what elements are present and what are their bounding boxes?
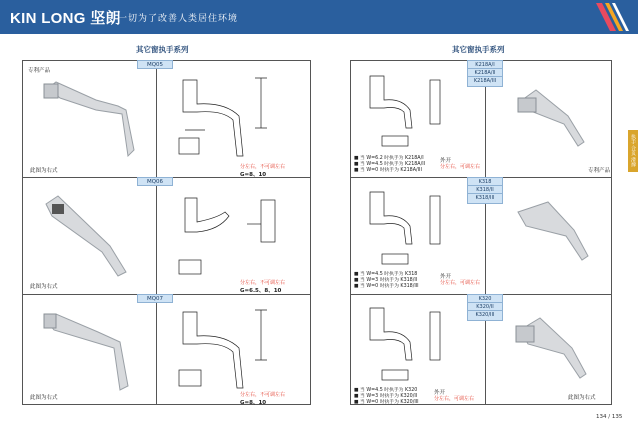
fitting-item: ■ 当 W=0 时执手为 K218A/III — [354, 168, 422, 173]
orientation-note: 此图为右式 — [568, 395, 596, 401]
product-code: K218A/III — [473, 78, 497, 84]
product-code: K318 — [468, 178, 502, 186]
product-code: K320/II — [468, 303, 502, 311]
opening-type: 外开 — [434, 390, 446, 396]
fitting-item: ■ 当 W=4.5 时执手为 K218A/II — [354, 162, 426, 167]
handle-photo — [508, 186, 598, 270]
chapter-side-tab: 执手 合页 滑撑 — [628, 130, 638, 172]
adjust-warning: 分左右，可调左右 — [434, 396, 475, 402]
patent-label: 专利产品 — [588, 168, 611, 174]
left-section-title: 其它窗执手系列 — [136, 45, 189, 54]
fitting-item: ■ 当 W=4.5 时执手为 K318 — [354, 272, 418, 277]
handle-photo — [30, 70, 150, 160]
fitting-item: ■ 当 W=0 时执手为 K320/III — [354, 400, 419, 405]
technical-drawing — [165, 72, 305, 162]
product-code: K318/II — [468, 186, 502, 194]
fitting-item: ■ 当 W=4.5 时执手为 K320 — [354, 388, 418, 393]
handle-photo — [508, 70, 598, 154]
orientation-note: 此图为右式 — [30, 168, 58, 174]
handle-photo — [30, 186, 150, 278]
fitting-item: ■ 当 W=6.2 时执手为 K218A/I — [354, 156, 424, 161]
orientation-note: 此图为右式 — [30, 395, 58, 401]
product-code-stack — [467, 177, 503, 204]
brand-slogan: 一切为了改善人类居住环境 — [118, 14, 239, 24]
brand-logo: KIN LONG 坚朗 — [10, 10, 121, 27]
adjust-warning: 分左右，不可调左右 — [240, 280, 286, 286]
technical-drawing — [358, 70, 468, 154]
opening-type: 外开 — [440, 158, 452, 164]
adjust-warning: 分左右，不可调左右 — [240, 392, 286, 398]
right-section-title: 其它窗执手系列 — [452, 45, 505, 54]
product-code-tag: MQ05 — [137, 60, 173, 69]
decorative-stripes-icon — [590, 3, 630, 31]
product-code: K218A/I — [468, 61, 502, 69]
left-column-divider — [156, 60, 157, 405]
page-header — [0, 0, 638, 34]
opening-type: 外开 — [440, 274, 452, 280]
technical-drawing — [358, 302, 468, 386]
product-code: K218A/II — [468, 69, 502, 77]
product-code-stack — [467, 60, 503, 87]
g-size-label: G=8、10 — [240, 400, 267, 406]
product-code: K318/III — [475, 195, 495, 201]
fitting-item: ■ 当 W=0 时执手为 K318/III — [354, 284, 419, 289]
fitting-list — [354, 388, 419, 406]
adjust-warning: 分左右，可调左右 — [440, 164, 481, 170]
product-code: K320/III — [475, 312, 495, 318]
technical-drawing — [165, 304, 305, 394]
technical-drawing — [358, 186, 468, 270]
adjust-warning: 分左右，可调左右 — [440, 280, 481, 286]
adjust-warning: 分左右，不可调左右 — [240, 164, 286, 170]
g-size-label: G=6.5、8、10 — [240, 288, 282, 294]
product-code-tag: MQ06 — [137, 177, 173, 186]
product-code-tag: MQ07 — [137, 294, 173, 303]
g-size-label: G=8、10 — [240, 172, 267, 178]
fitting-list — [354, 272, 419, 290]
fitting-item: ■ 当 W=3 时执手为 K320/II — [354, 394, 418, 399]
page-number: 134 / 135 — [596, 414, 623, 420]
handle-photo — [508, 302, 598, 386]
orientation-note: 此图为右式 — [30, 284, 58, 290]
fitting-list — [354, 156, 425, 174]
fitting-item: ■ 当 W=3 时执手为 K318/II — [354, 278, 418, 283]
product-code-stack — [467, 294, 503, 321]
handle-photo — [30, 302, 150, 394]
product-code: K320 — [468, 295, 502, 303]
right-column-divider — [485, 60, 486, 405]
technical-drawing — [165, 188, 305, 278]
patent-label: 专利产品 — [28, 68, 51, 74]
